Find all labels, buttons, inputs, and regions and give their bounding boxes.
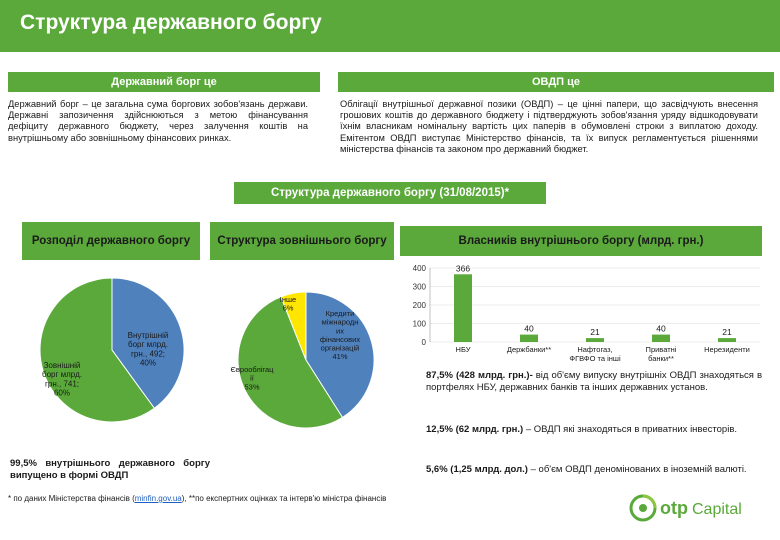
note-3-text: – об'єм ОВДП деномінованих в іноземній валюті. (527, 464, 747, 475)
debt-distribution-pie (20, 268, 200, 428)
note-1-bold: 87,5% (428 млрд. грн.)- (426, 370, 533, 381)
ovdp-summary: 99,5% внутрішнього державного боргу випущено в формі ОВДП (10, 458, 210, 481)
note-1 (426, 370, 762, 394)
bar-value-label-2: 21 (590, 327, 600, 338)
note-2-text: – ОВДП які знаходяться в приватних інвесторів. (523, 424, 738, 435)
pie1-label-1: Зовнішній борг млрд. грн., 741; 60% (42, 361, 82, 398)
bar-value-label-1: 40 (524, 323, 534, 334)
bar-3 (652, 335, 670, 342)
structure-title: Структура державного боргу (31/08/2015)* (234, 182, 546, 204)
note-3-bold: 5,6% (1,25 млрд. дол.) (426, 464, 528, 475)
footnote-suffix: ), **по експертних оцінках та інтерв'ю міністра фінансів (181, 494, 387, 503)
pie2-label-2: Інше 6% (279, 295, 297, 313)
bar-category-label-3: Приватні банки** (645, 345, 677, 363)
bar-2 (586, 338, 604, 342)
note-3 (426, 464, 762, 476)
page-title: Структура державного боргу (20, 11, 322, 34)
chart2-title: Структура зовнішнього боргу (210, 222, 394, 260)
pie1-label-0: Внутрішній борг млрд. грн., 492; 40% (127, 331, 169, 368)
title-bar (0, 0, 780, 52)
y-tick-label: 0 (421, 338, 426, 347)
footnote-prefix: * по даних Міністерства фінансів ( (8, 494, 135, 503)
bar-value-label-0: 366 (455, 263, 471, 274)
bar-value-label-3: 40 (656, 323, 666, 334)
chart1-title: Розподіл державного боргу (22, 222, 200, 260)
right-box-header: ОВДП це (338, 72, 774, 92)
otp-capital-logo (628, 492, 754, 524)
y-tick-label: 200 (412, 301, 426, 310)
bar-category-label-2: Нафтогаз, ФГВФО та інші (569, 345, 621, 363)
bar-1 (520, 335, 538, 342)
bar-value-label-4: 21 (722, 327, 732, 338)
left-box-text: Державний борг – це загальна сума боргових зобов'язань держави. Державні запозичення здійснюються з метою фінансування дефіциту державного бюджету, через залучення коштів на внутрішньому або зовнішньому фінансових ринках. (8, 99, 308, 143)
minfin-link[interactable]: minfin.gov.ua (134, 494, 182, 503)
bar-category-label-0: НБУ (455, 345, 471, 354)
otp-logo-icon (631, 496, 655, 520)
logo-brand: otp (660, 498, 688, 518)
bar-4 (718, 338, 736, 342)
y-tick-label: 100 (412, 319, 426, 329)
pie2-label-0: Кредити міжнародн их фінансових організацій 41% (319, 309, 361, 362)
bar-category-label-1: Держбанки** (506, 345, 552, 354)
chart3-title: Власників внутрішнього боргу (млрд. грн.) (400, 226, 762, 256)
note-2-bold: 12,5% (62 млрд. грн.) (426, 424, 524, 435)
logo-suffix: Capital (692, 501, 742, 518)
note-2 (426, 424, 762, 436)
y-tick-label: 300 (412, 282, 426, 292)
external-debt-pie (208, 268, 392, 428)
footnote (8, 494, 386, 503)
left-box-header: Державний борг це (8, 72, 320, 92)
pie2-label-1: Єврооблігац ії 53% (230, 365, 274, 392)
bar-category-label-4: Нерезиденти (704, 345, 750, 354)
right-box-text: Облігації внутрішньої державної позики (ОВДП) – це цінні папери, що засвідчують внесення грошових коштів до державного бюджету і підтверджують зобов'язання уряду відшкодовувати їхнім власникам номінальну вартість цих паперів в обумовлені строки з виплатою доходу. Емітентом ОВДП виступає Міністерство фінансів, та їх випуск регламентується рішеннями міністерства фінансів та законом про державний бюджет. (340, 99, 758, 154)
note-1-text: від об'єму випуску внутрішніх ОВДП знаходяться в портфелях НБУ, державних банків та інших державних установ. (426, 370, 762, 393)
bar-0 (454, 274, 472, 342)
domestic-debt-holders-bar-chart (398, 262, 770, 366)
y-tick-label: 400 (412, 264, 426, 273)
